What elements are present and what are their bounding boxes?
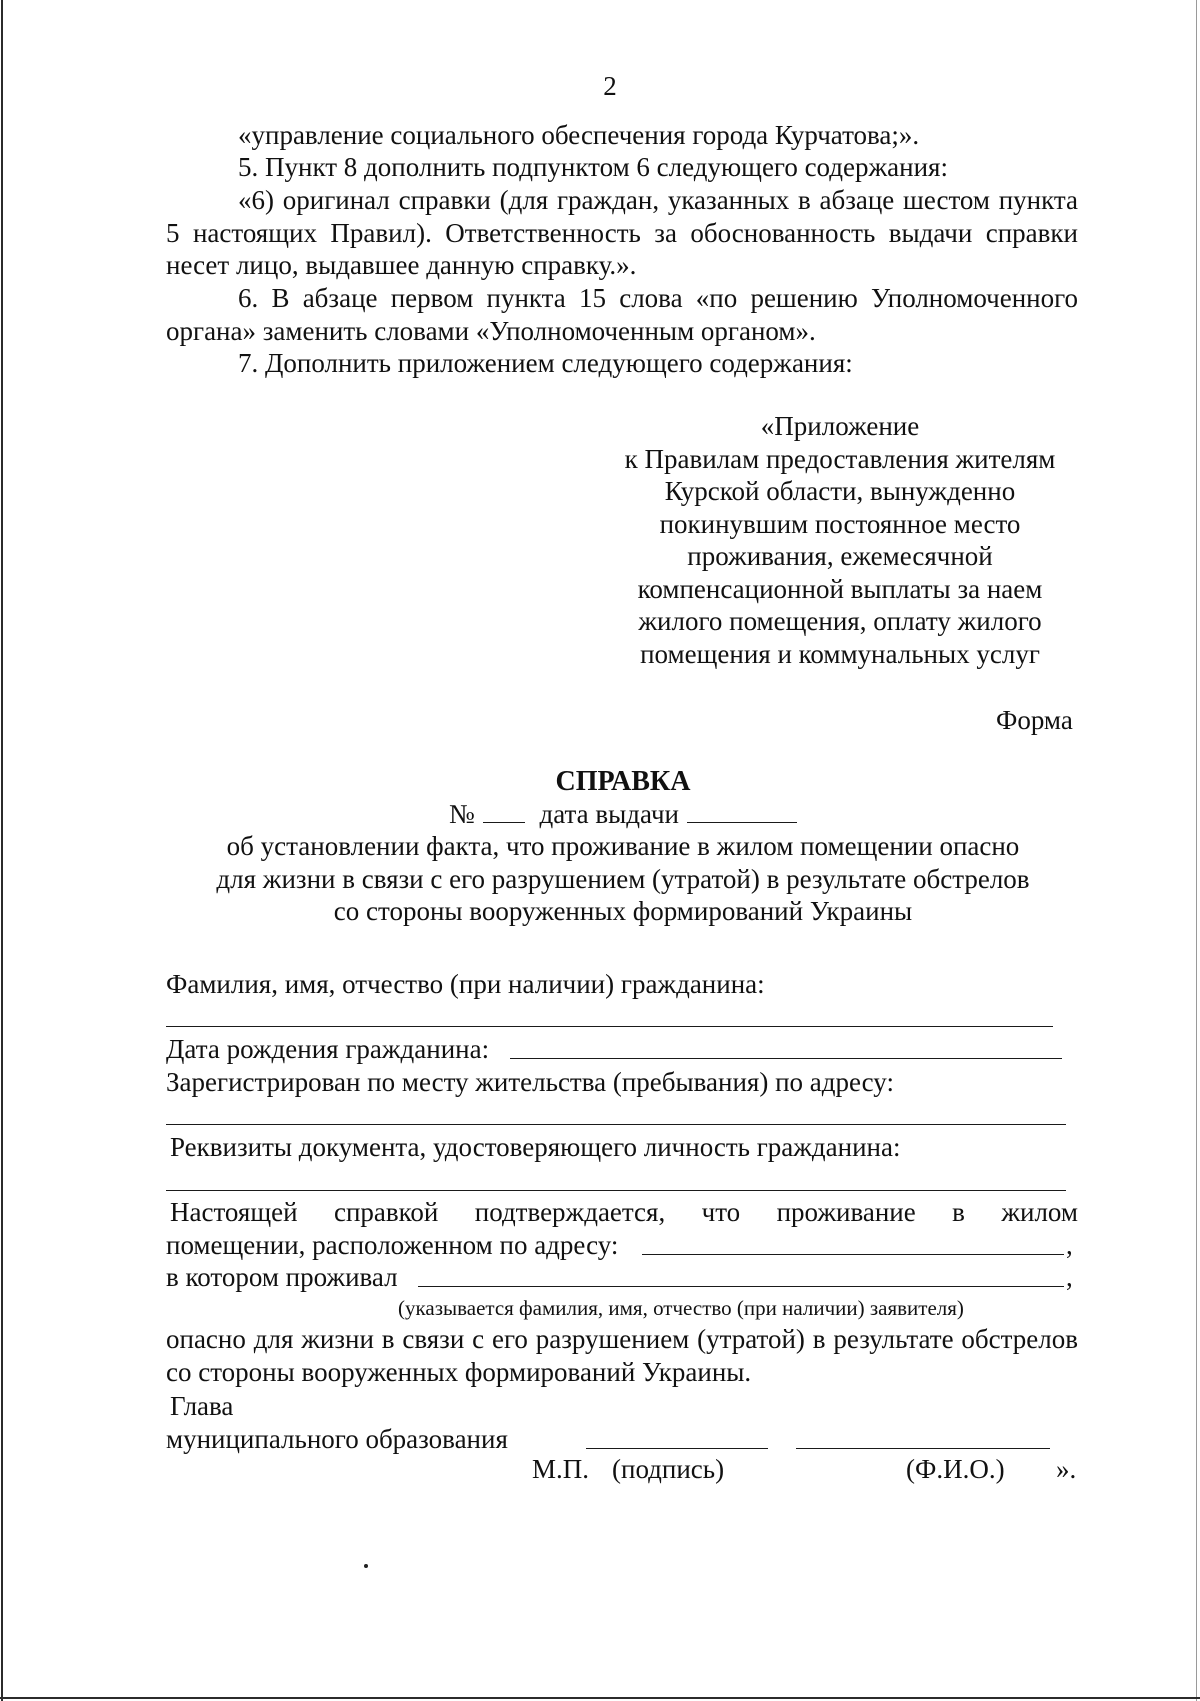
certificate-subtitle: об установлении факта, что проживание в жилом помещении опасно для жизни в связи с его разрушением (утратой) в результате обстрелов со стороны вооруженных формирований Украины — [216, 831, 1030, 926]
full-name-line — [166, 1026, 1053, 1027]
form-label: Форма — [996, 705, 1073, 735]
id-document-label: Реквизиты документа, удостоверяющего личность гражданина: — [170, 1132, 901, 1162]
head-label: Глава — [170, 1391, 234, 1421]
municipality-label: муниципального образования — [166, 1424, 508, 1454]
paragraph-amendment-text: «управление социального обеспечения города Курчатова;». — [238, 120, 920, 150]
signature-caption: (подпись) — [612, 1454, 725, 1484]
closing-quote: ». — [1056, 1454, 1077, 1484]
scan-bottom-edge — [0, 1697, 1200, 1699]
appendix-caption: «Приложение к Правилам предоставления жителям Курской области, вынужденно покинувшим постоянное место проживания, ежемесячной компенсационной выплаты за наем жилого помещения, оплату жилого помещения и коммунальных услуг — [624, 411, 1056, 669]
scan-left-edge — [1, 0, 3, 1701]
issue-date-label: дата выдачи — [539, 799, 679, 829]
full-name-label: Фамилия, имя, отчество (при наличии) гражданина: — [166, 969, 765, 999]
name-caption: (Ф.И.О.) — [906, 1454, 1005, 1484]
confirmation-address-label: помещении, расположенном по адресу: — [166, 1230, 619, 1260]
paragraph-item-5: 5. Пункт 8 дополнить подпунктом 6 следующего содержания: — [238, 152, 948, 182]
issue-date-blank — [687, 802, 797, 823]
paragraph-item-6: 6. В абзаце первом пункта 15 слова «по решению Уполномоченного органа» заменить словами «Уполномоченным органом». — [166, 283, 1078, 346]
certificate-number-date-row — [0, 798, 1200, 831]
name-line — [796, 1448, 1050, 1449]
page-number: 2 — [603, 71, 617, 101]
confirmation-line-1: Настоящей справкой подтверждается, что проживание в жилом — [170, 1197, 1078, 1227]
confirmation-address-line — [642, 1254, 1064, 1255]
scan-speck — [364, 1564, 368, 1568]
confirmation-resident-line — [418, 1286, 1064, 1287]
signature-line — [586, 1448, 768, 1449]
number-blank — [483, 802, 525, 823]
id-document-line — [166, 1190, 1066, 1191]
paragraph-subitem-6: «6) оригинал справки (для граждан, указанных в абзаце шестом пункта 5 настоящих Правил). Ответственность за обоснованность выдачи справки несет лицо, выдавшее данную справку.». — [166, 185, 1078, 280]
paragraph-item-7: 7. Дополнить приложением следующего содержания: — [238, 348, 853, 378]
confirmation-statement: опасно для жизни в связи с его разрушением (утратой) в результате обстрелов со стороны вооруженных формирований Украины. — [166, 1324, 1078, 1387]
confirmation-address-comma: , — [1066, 1230, 1073, 1260]
stamp-label: М.П. — [532, 1454, 590, 1484]
scan-right-edge — [1196, 0, 1197, 1701]
registration-label: Зарегистрирован по месту жительства (пребывания) по адресу: — [166, 1067, 894, 1097]
number-label: № — [449, 799, 475, 829]
applicant-name-note: (указывается фамилия, имя, отчество (при наличии) заявителя) — [398, 1296, 964, 1320]
certificate-title: СПРАВКА — [555, 766, 691, 797]
birth-date-label: Дата рождения гражданина: — [166, 1034, 490, 1064]
confirmation-resident-label: в котором проживал — [166, 1262, 398, 1292]
birth-date-line — [510, 1058, 1062, 1059]
registration-line — [166, 1124, 1066, 1125]
confirmation-resident-comma: , — [1066, 1262, 1073, 1292]
